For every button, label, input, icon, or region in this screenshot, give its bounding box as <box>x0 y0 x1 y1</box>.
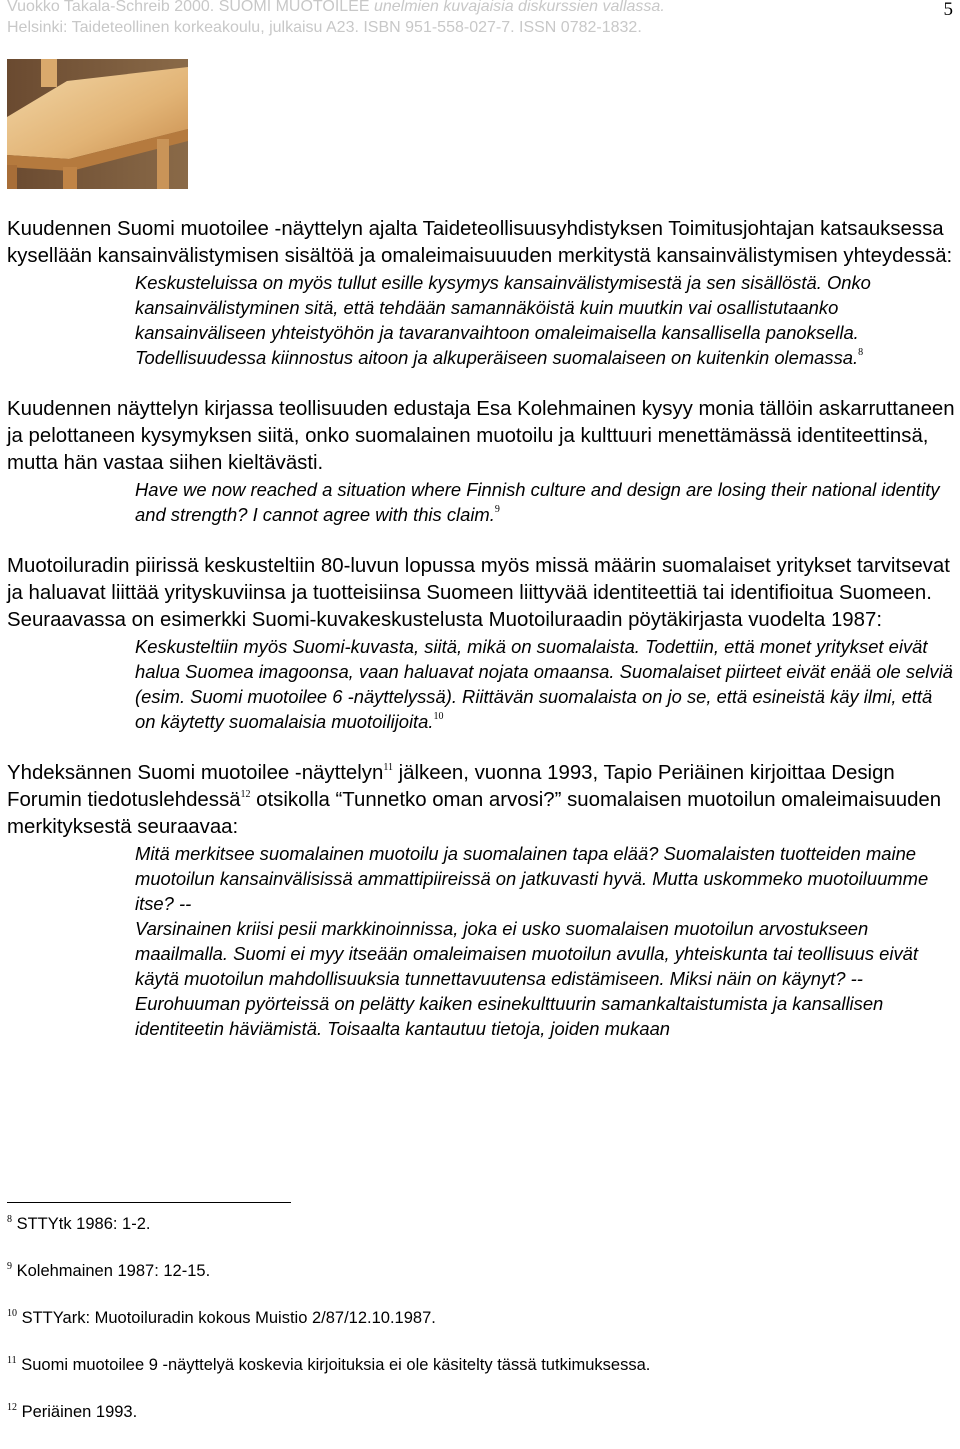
footnote-8 <box>7 1214 955 1261</box>
quote-3-text: Keskusteltiin myös Suomi-kuvasta, siitä, mikä on suomalaista. Todettiin, että monet yritykset eivät halua Suomea imagoonsa, vaan haluavat nojata omaansa. Suomalaiset piirteet eivät enää ole selviä (esim. Suomi muotoilee 6 -näyttelyssä). Riittävän suomalaista on jo se, että esineistä käy ilmi, että on käytetty suomalaisia muotoilijoita. <box>135 636 953 732</box>
footnote-separator <box>7 1202 291 1203</box>
footnote-number: 10 <box>7 1308 17 1319</box>
footnote-text: STTYtk 1986: 1-2. <box>16 1215 151 1233</box>
footnote-text: Periäinen 1993. <box>21 1403 138 1421</box>
quote-2 <box>135 477 955 527</box>
footnote-11 <box>7 1355 955 1402</box>
page-number: 5 <box>943 0 953 20</box>
header-line-2: Helsinki: Taideteollinen korkeakoulu, julkaisu A23. ISBN 951-558-027-7. ISSN 0782-1832. <box>7 19 642 36</box>
footnote-number: 11 <box>7 1355 17 1366</box>
footnote-number: 8 <box>7 1214 12 1225</box>
footnote-number: 9 <box>7 1261 12 1272</box>
footnote-ref-12[interactable]: 12 <box>240 789 251 800</box>
footnote-text: STTYark: Muotoiluradin kokous Muistio 2/87/12.10.1987. <box>21 1309 436 1327</box>
footnote-12 <box>7 1402 955 1449</box>
quote-1 <box>135 270 955 370</box>
quote-4-part-1: Mitä merkitsee suomalainen muotoilu ja suomalainen tapa elää? Suomalaisten tuotteiden maine muotoilun kansainvälisissä ammattipiireissä on jatkuvasti hyvä. Mutta uskommeko muotoiluumme itse? -- <box>135 843 929 914</box>
footnote-ref-8[interactable]: 8 <box>858 347 864 358</box>
chair-photo <box>7 59 188 189</box>
footnote-text: Suomi muotoilee 9 -näyttelyä koskevia kirjoituksia ei ole käsitelty tässä tutkimuksessa. <box>21 1356 651 1374</box>
header-subtitle: unelmien kuvajaisia diskurssien vallassa. <box>373 0 665 15</box>
footnote-ref-9[interactable]: 9 <box>494 504 500 515</box>
main-text <box>7 216 955 1041</box>
chair-image <box>7 59 188 189</box>
paragraph-4-part-2: jälkeen, vuonna 1993, Tapio Periäinen kirjoittaa Design Forumin tiedotuslehdessä <box>7 762 895 811</box>
quote-4-part-2: Varsinainen kriisi pesii markkinoinnissa, joka ei usko suomalaisen muotoilun arvostukseen maailmalla. Suomi ei myy itseään omaleimaisen muotoilun avulla, yhteiskunta tai teollisuus eivät käytä muotoilun mahdollisuuksia tunnettavuutensa edistämiseen. Miksi näin on käynyt? -- <box>135 918 918 989</box>
quote-3 <box>135 634 955 734</box>
paragraph-1: Kuudennen Suomi muotoilee -näyttelyn ajalta Taideteollisuusyhdistyksen Toimitusjohtajan katsauksessa kysellään kansainvälistymisen sisältöä ja omaleimaisuuuden merkitystä kansainvälistymisen yhteydessä: <box>7 218 953 267</box>
footnote-ref-11[interactable]: 11 <box>383 762 393 773</box>
quote-4-part-3: Eurohuuman pyörteissä on pelätty kaiken esinekulttuurin samankaltaistumista ja kansallisen identiteetin häviämistä. Toisaalta kantautuu tietoja, joiden mukaan <box>135 993 884 1039</box>
footnote-ref-10[interactable]: 10 <box>433 711 444 722</box>
paragraph-4 <box>7 760 955 841</box>
paragraph-4-part-3: otsikolla “Tunnetko oman arvosi?” suomalaisen muotoilun omaleimaisuuden merkityksestä seuraavaa: <box>7 789 942 838</box>
footnote-text: Kolehmainen 1987: 12-15. <box>16 1262 211 1280</box>
running-header <box>7 0 887 38</box>
footnote-number: 12 <box>7 1402 17 1413</box>
paragraph-2: Kuudennen näyttelyn kirjassa teollisuuden edustaja Esa Kolehmainen kysyy monia tällöin askarruttaneen ja pelottaneen kysymyksen siitä, onko suomalainen muotoilu ja kulttuuri menettämässä identiteettinsä, mutta hän vastaa siihen kieltävästi. <box>7 398 955 474</box>
header-line-1 <box>7 0 887 17</box>
header-author-title: Vuokko Takala-Schreib 2000. SUOMI MUOTOILEE <box>7 0 374 15</box>
paragraph-3: Muotoiluradin piirissä keskusteltiin 80-luvun lopussa myös missä määrin suomalaiset yritykset tarvitsevat ja haluavat liittää yrityskuviinsa ja tuotteisiinsa Suomeen liittyvää identiteettiä tai identifioitua Suomeen. Seuraavassa on esimerkki Suomi-kuvakeskustelusta Muotoiluraadin pöytäkirjasta vuodelta 1987: <box>7 555 950 631</box>
quote-2-text: Have we now reached a situation where Finnish culture and design are losing their national identity and strength? I cannot agree with this claim. <box>135 479 940 525</box>
footnote-10 <box>7 1308 955 1355</box>
footnote-9 <box>7 1261 955 1308</box>
quote-1-text: Keskusteluissa on myös tullut esille kysymys kansainvälistymisestä ja sen sisällöstä. Onko kansainvälistyminen sitä, että tehdään samannäköistä kuin muutkin vai osallistutaanko kansainväliseen yhteistyöhön ja tavaranvaihtoon omaleimaisella kansallisella panoksella. Todellisuudessa kiinnostus aitoon ja alkuperäiseen suomalaiseen on kuitenkin olemassa. <box>135 272 871 368</box>
paragraph-4-part-1: Yhdeksännen Suomi muotoilee -näyttelyn <box>7 762 384 784</box>
footnotes <box>7 1214 955 1449</box>
